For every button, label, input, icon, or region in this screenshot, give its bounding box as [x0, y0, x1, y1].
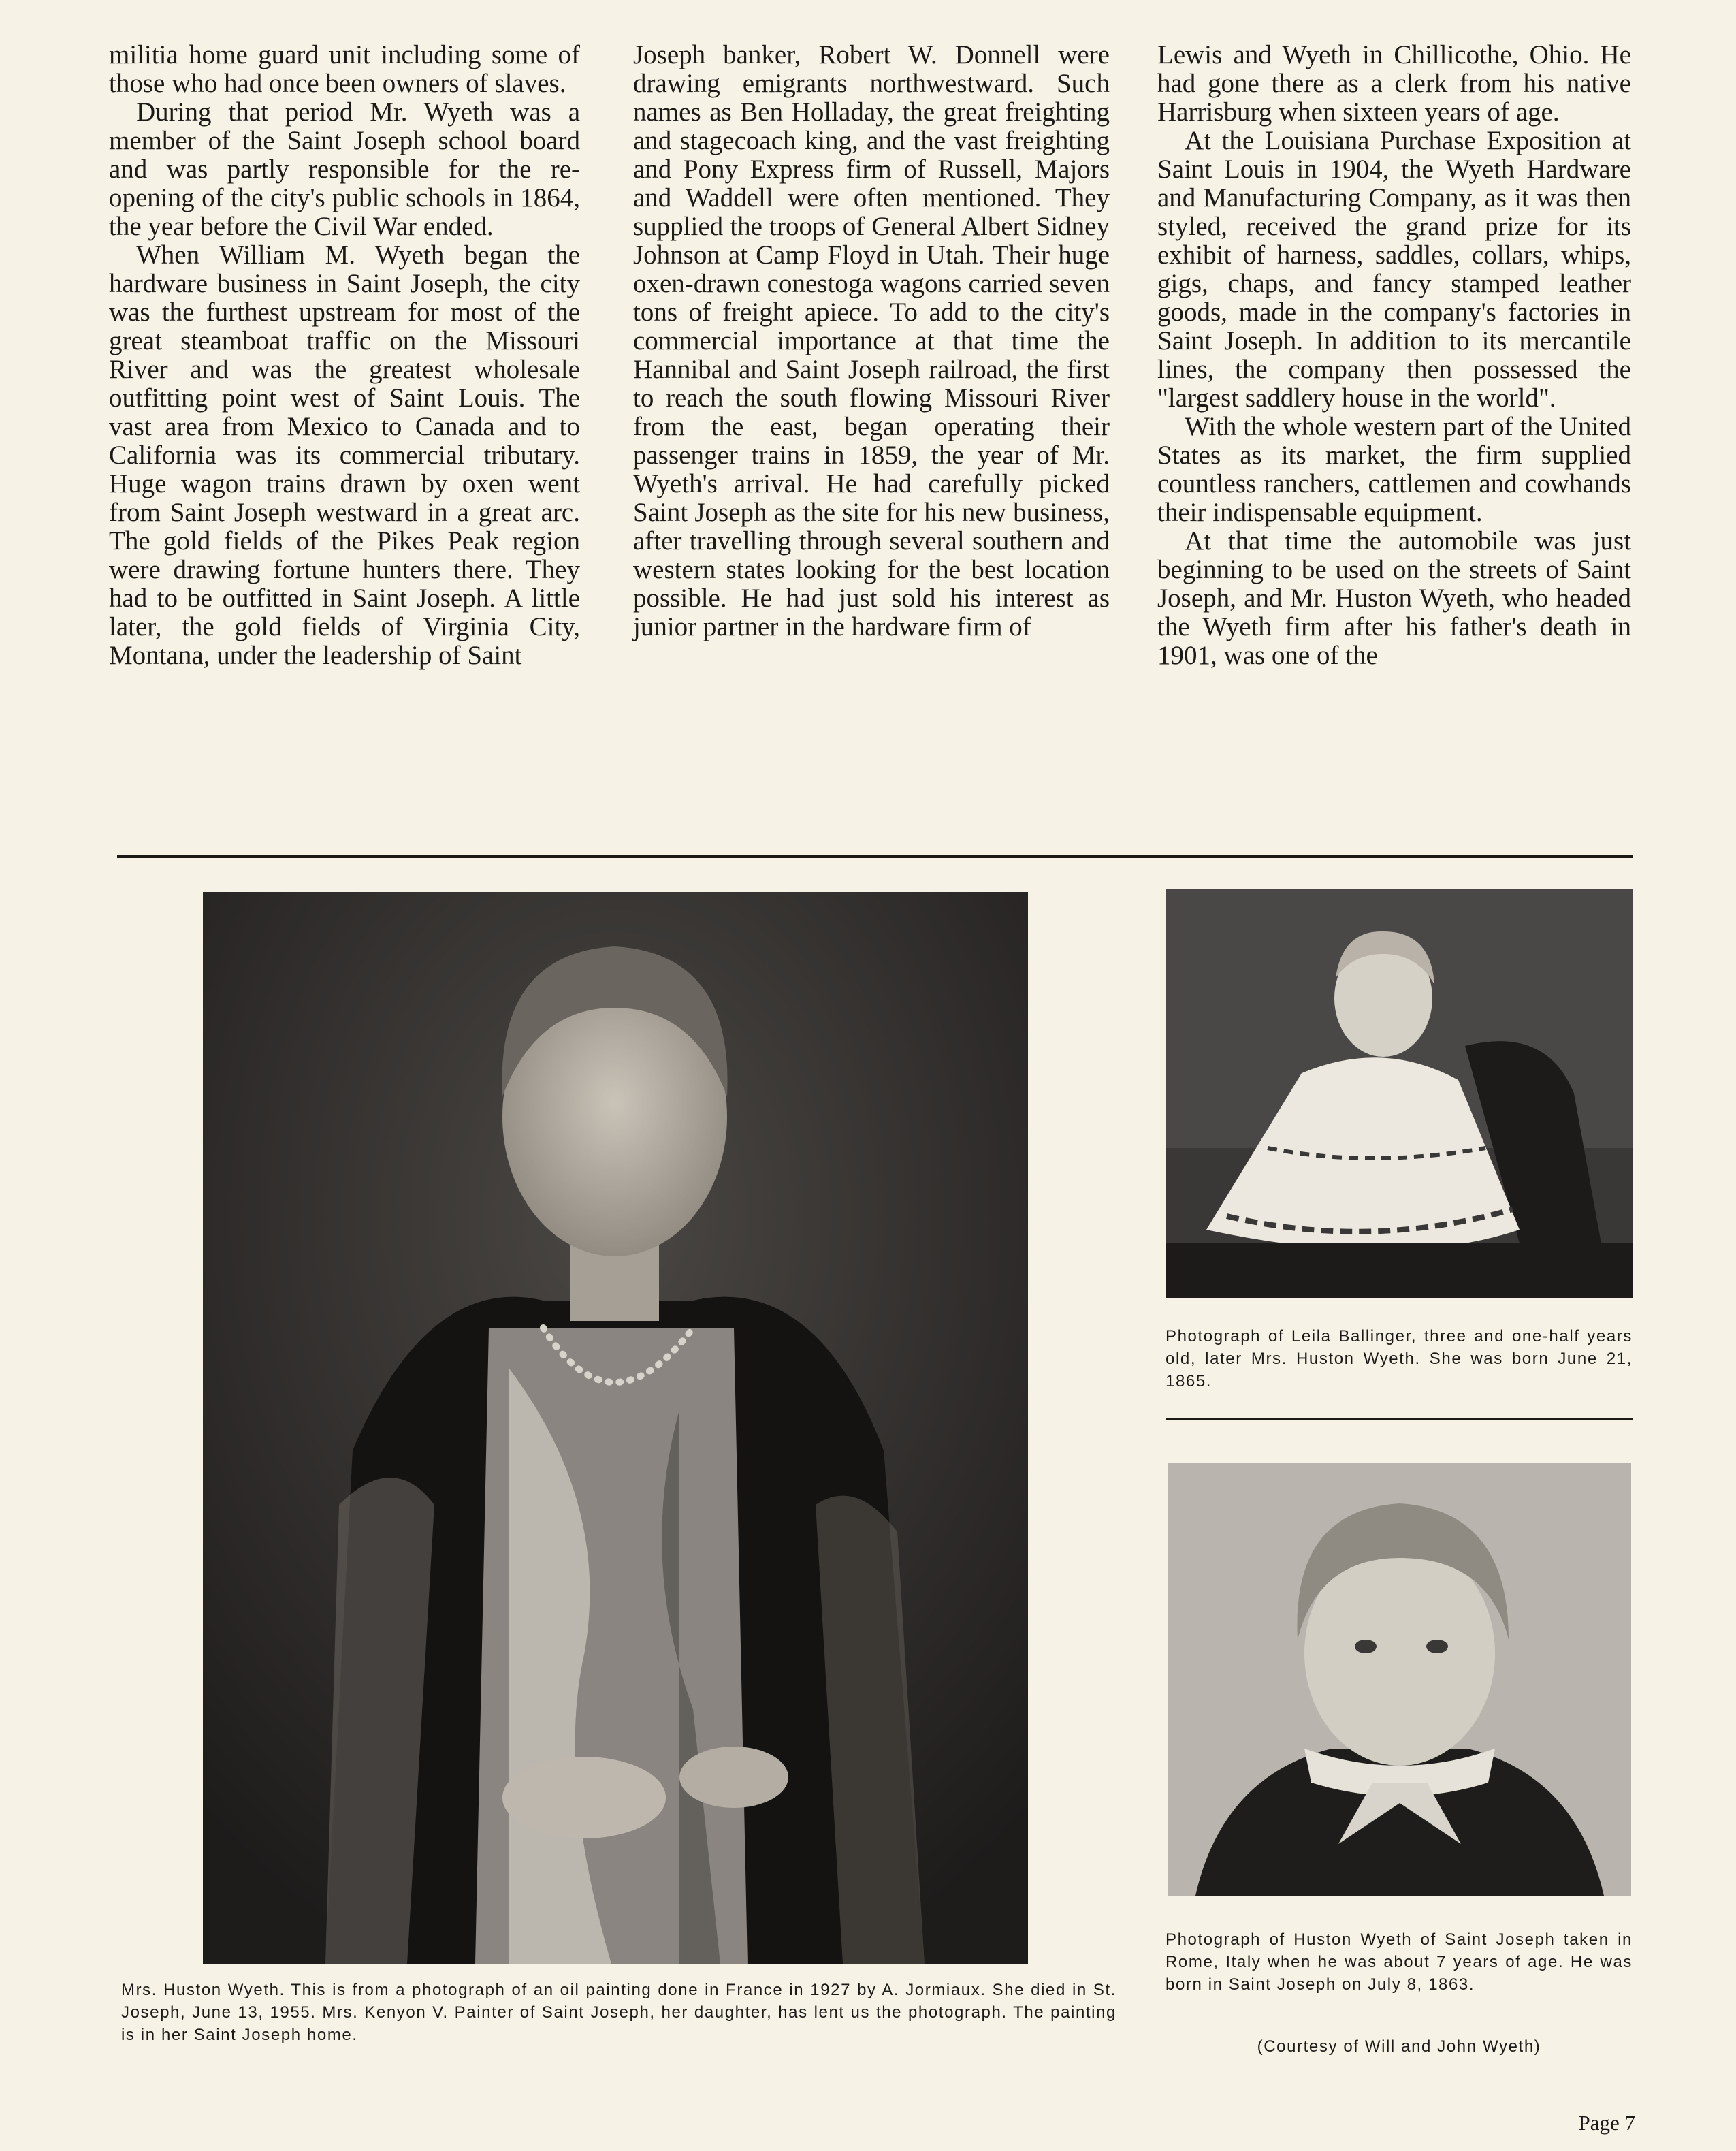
- paragraph: Lewis and Wyeth in Chillicothe, Ohio. He had gone there as a clerk from his native Harrisburg when sixteen years of age.: [1157, 40, 1631, 127]
- paragraph: militia home guard unit including some of those who had once been owners of slaves.: [109, 40, 580, 98]
- boy-photo-caption: Photograph of Huston Wyeth of Saint Joseph taken in Rome, Italy when he was about 7 years of age. He was born in Saint Joseph on July 8, 1863.: [1166, 1930, 1633, 1994]
- child-boy-photo: [1168, 1463, 1631, 1896]
- portrait-photo: [203, 892, 1028, 1964]
- article-column-3: [1157, 41, 1631, 670]
- paragraph: With the whole western part of the United States as its market, the firm supplied countless ranchers, cattlemen and cowhands their indispensable equipment.: [1157, 412, 1631, 527]
- photo-credit: (Courtesy of Will and John Wyeth): [1257, 2037, 1541, 2056]
- article-column-2: [633, 41, 1110, 641]
- paragraph: Joseph banker, Robert W. Donnell were drawing emigrants northwestward. Such names as Ben Holladay, the great freighting and stagecoach king, and the vast freighting and Pony Express firm of Russell, Majors and Waddell were often mentioned. They supplied the troops of General Albert Sidney Johnson at Camp Floyd in Utah. Their huge oxen-drawn conestoga wagons carried seven tons of freight apiece. To add to the city's commercial importance at that time the Hannibal and Saint Joseph railroad, the first to reach the south flowing Missouri River from the east, began operating their passenger trains in 1859, the year of Mr. Wyeth's arrival. He had carefully picked Saint Joseph as the site for his new business, after travelling through several southern and western states looking for the best location possible. He had just sold his interest as junior partner in the hardware firm of: [633, 40, 1110, 641]
- girl-photo-caption: Photograph of Leila Ballinger, three and one-half years old, later Mrs. Huston Wyeth. She was born June 21, 1865.: [1166, 1327, 1633, 1390]
- page-number: Page 7: [1578, 2111, 1635, 2135]
- section-divider: [117, 855, 1633, 858]
- portrait-caption: Mrs. Huston Wyeth. This is from a photograph of an oil painting done in France in 1927 by A. Jormiaux. She died in St. Joseph, June 13, 1955. Mrs. Kenyon V. Painter of Saint Joseph, her daughter, has lent us the photograph. The painting is in her Saint Joseph home.: [121, 1981, 1116, 2044]
- paragraph: When William M. Wyeth began the hardware business in Saint Joseph, the city was the furthest upstream for most of the great steamboat traffic on the Missouri River and was the greatest wholesale outfitting point west of Saint Louis. The vast area from Mexico to Canada and to California was its commercial tributary. Huge wagon trains drawn by oxen went from Saint Joseph westward in a great arc. The gold fields of the Pikes Peak region were drawing fortune hunters there. They had to be outfitted in Saint Joseph. A little later, the gold fields of Virginia City, Montana, under the leadership of Saint: [109, 240, 580, 670]
- paragraph: During that period Mr. Wyeth was a member of the Saint Joseph school board and was partly responsible for the re-opening of the city's public schools in 1864, the year before the Civil War ended.: [109, 97, 580, 241]
- article-column-1: [109, 41, 580, 670]
- child-girl-photo: [1166, 889, 1633, 1298]
- paragraph: At the Louisiana Purchase Exposition at Saint Louis in 1904, the Wyeth Hardware and Manufacturing Company, as it was then styled, received the grand prize for its exhibit of harness, saddles, collars, whips, gigs, chaps, and fancy stamped leather goods, made in the company's factories in Saint Joseph. In addition to its mercantile lines, the company then possessed the "largest saddlery house in the world".: [1157, 126, 1631, 413]
- paragraph: At that time the automobile was just beginning to be used on the streets of Saint Joseph, and Mr. Huston Wyeth, who headed the Wyeth firm after his father's death in 1901, was one of the: [1157, 526, 1631, 670]
- caption-divider: [1166, 1418, 1633, 1420]
